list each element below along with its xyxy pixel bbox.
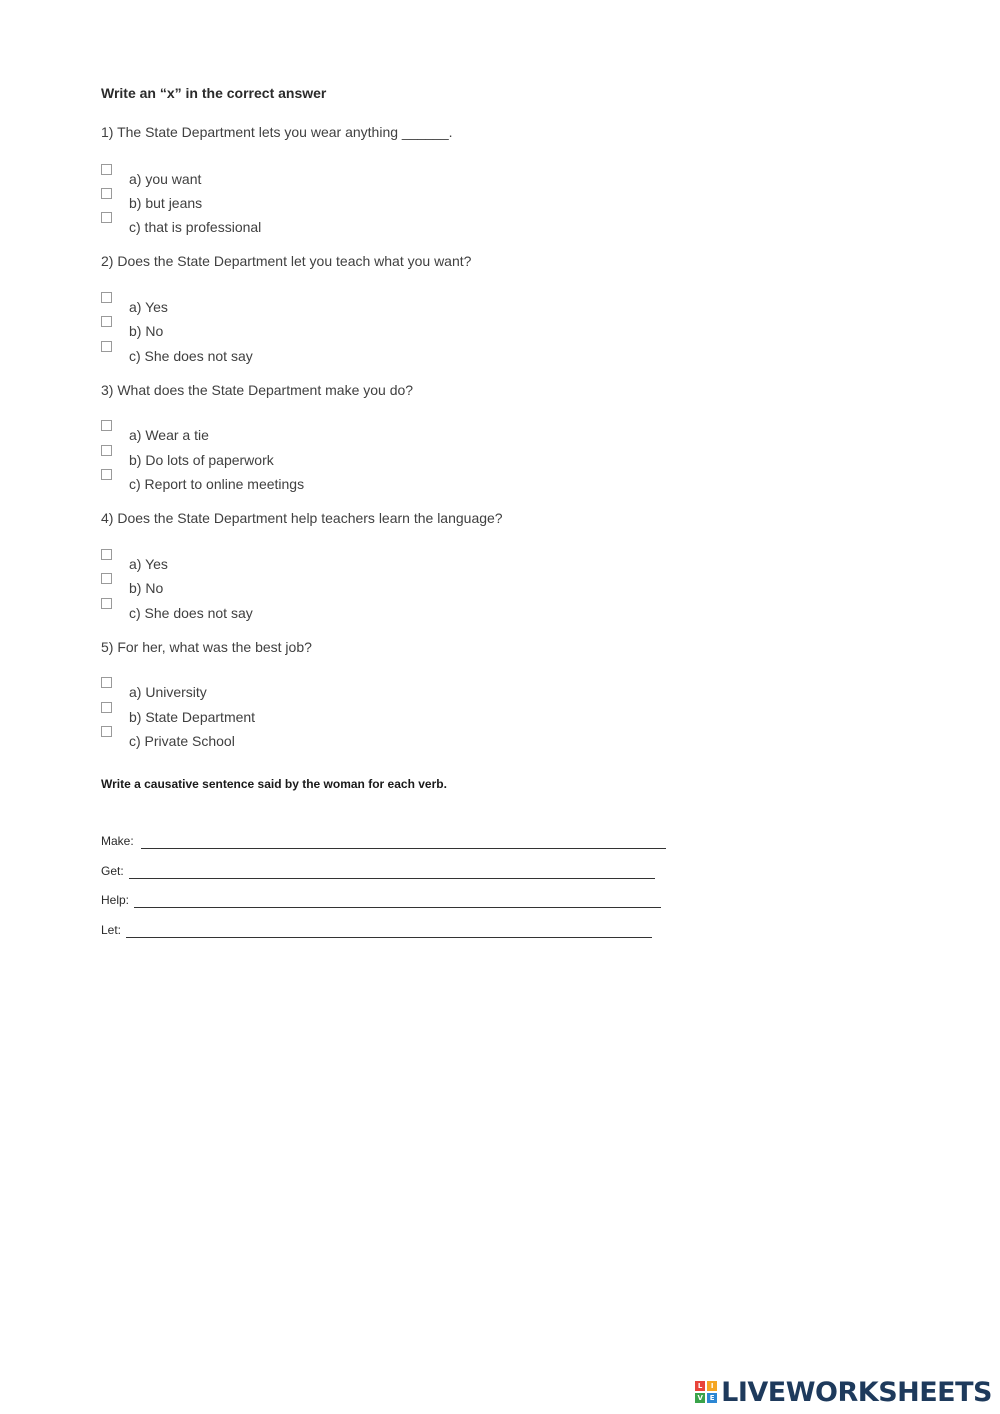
q4-option-b[interactable] (101, 580, 501, 600)
option-label: a) you want (129, 171, 202, 187)
answer-line-help[interactable] (134, 907, 661, 908)
option-label: a) University (129, 684, 207, 700)
option-label: a) Yes (129, 299, 168, 315)
checkbox[interactable] (101, 212, 112, 223)
checkbox[interactable] (101, 164, 112, 175)
question-3-text: 3) What does the State Department make you do? (101, 382, 414, 398)
checkbox[interactable] (101, 469, 112, 480)
q5-option-a[interactable] (101, 684, 501, 704)
checkbox[interactable] (101, 598, 112, 609)
q1-option-b[interactable] (101, 195, 501, 215)
logo-letter: V (695, 1393, 705, 1403)
option-label: b) No (129, 580, 164, 596)
q5-option-b[interactable] (101, 709, 501, 729)
q3-option-b[interactable] (101, 452, 501, 472)
checkbox[interactable] (101, 445, 112, 456)
option-label: b) Do lots of paperwork (129, 452, 274, 468)
option-label: c) Private School (129, 733, 235, 749)
answer-line-make[interactable] (141, 848, 666, 849)
checkbox[interactable] (101, 188, 112, 199)
instruction-heading: Write an “x” in the correct answer (101, 85, 327, 101)
option-label: a) Wear a tie (129, 427, 209, 443)
option-label: b) No (129, 323, 164, 339)
liveworksheets-logo-icon (695, 1381, 717, 1403)
option-label: c) She does not say (129, 348, 253, 364)
answer-line-let[interactable] (126, 937, 652, 938)
logo-letter: E (707, 1393, 717, 1403)
checkbox[interactable] (101, 292, 112, 303)
write-row-label: Let: (101, 923, 122, 937)
checkbox[interactable] (101, 677, 112, 688)
answer-line-get[interactable] (129, 878, 655, 879)
q2-option-a[interactable] (101, 299, 501, 319)
question-5-text: 5) For her, what was the best job? (101, 639, 312, 655)
q3-option-c[interactable] (101, 476, 501, 496)
liveworksheets-watermark (695, 1376, 992, 1408)
q4-option-c[interactable] (101, 605, 501, 625)
q3-option-a[interactable] (101, 427, 501, 447)
question-1-text: 1) The State Department lets you wear anything ______. (101, 124, 453, 140)
option-label: a) Yes (129, 556, 168, 572)
question-4-text: 4) Does the State Department help teachers learn the language? (101, 510, 503, 526)
option-label: c) She does not say (129, 605, 253, 621)
question-2-text: 2) Does the State Department let you teach what you want? (101, 253, 472, 269)
causative-heading: Write a causative sentence said by the woman for each verb. (101, 777, 447, 791)
checkbox[interactable] (101, 420, 112, 431)
checkbox[interactable] (101, 549, 112, 560)
watermark-text: LIVEWORKSHEETS (721, 1376, 992, 1408)
write-row-label: Make: (101, 834, 134, 848)
q2-option-c[interactable] (101, 348, 501, 368)
q5-option-c[interactable] (101, 733, 501, 753)
option-label: b) but jeans (129, 195, 203, 211)
checkbox[interactable] (101, 573, 112, 584)
checkbox[interactable] (101, 702, 112, 713)
q2-option-b[interactable] (101, 323, 501, 343)
q1-option-c[interactable] (101, 219, 501, 239)
checkbox[interactable] (101, 341, 112, 352)
checkbox[interactable] (101, 726, 112, 737)
logo-letter: L (695, 1381, 705, 1391)
option-label: c) that is professional (129, 219, 262, 235)
q1-option-a[interactable] (101, 171, 501, 191)
write-row-label: Help: (101, 893, 130, 907)
logo-letter: I (707, 1381, 717, 1391)
option-label: b) State Department (129, 709, 256, 725)
write-row-label: Get: (101, 864, 124, 878)
option-label: c) Report to online meetings (129, 476, 305, 492)
checkbox[interactable] (101, 316, 112, 327)
q4-option-a[interactable] (101, 556, 501, 576)
